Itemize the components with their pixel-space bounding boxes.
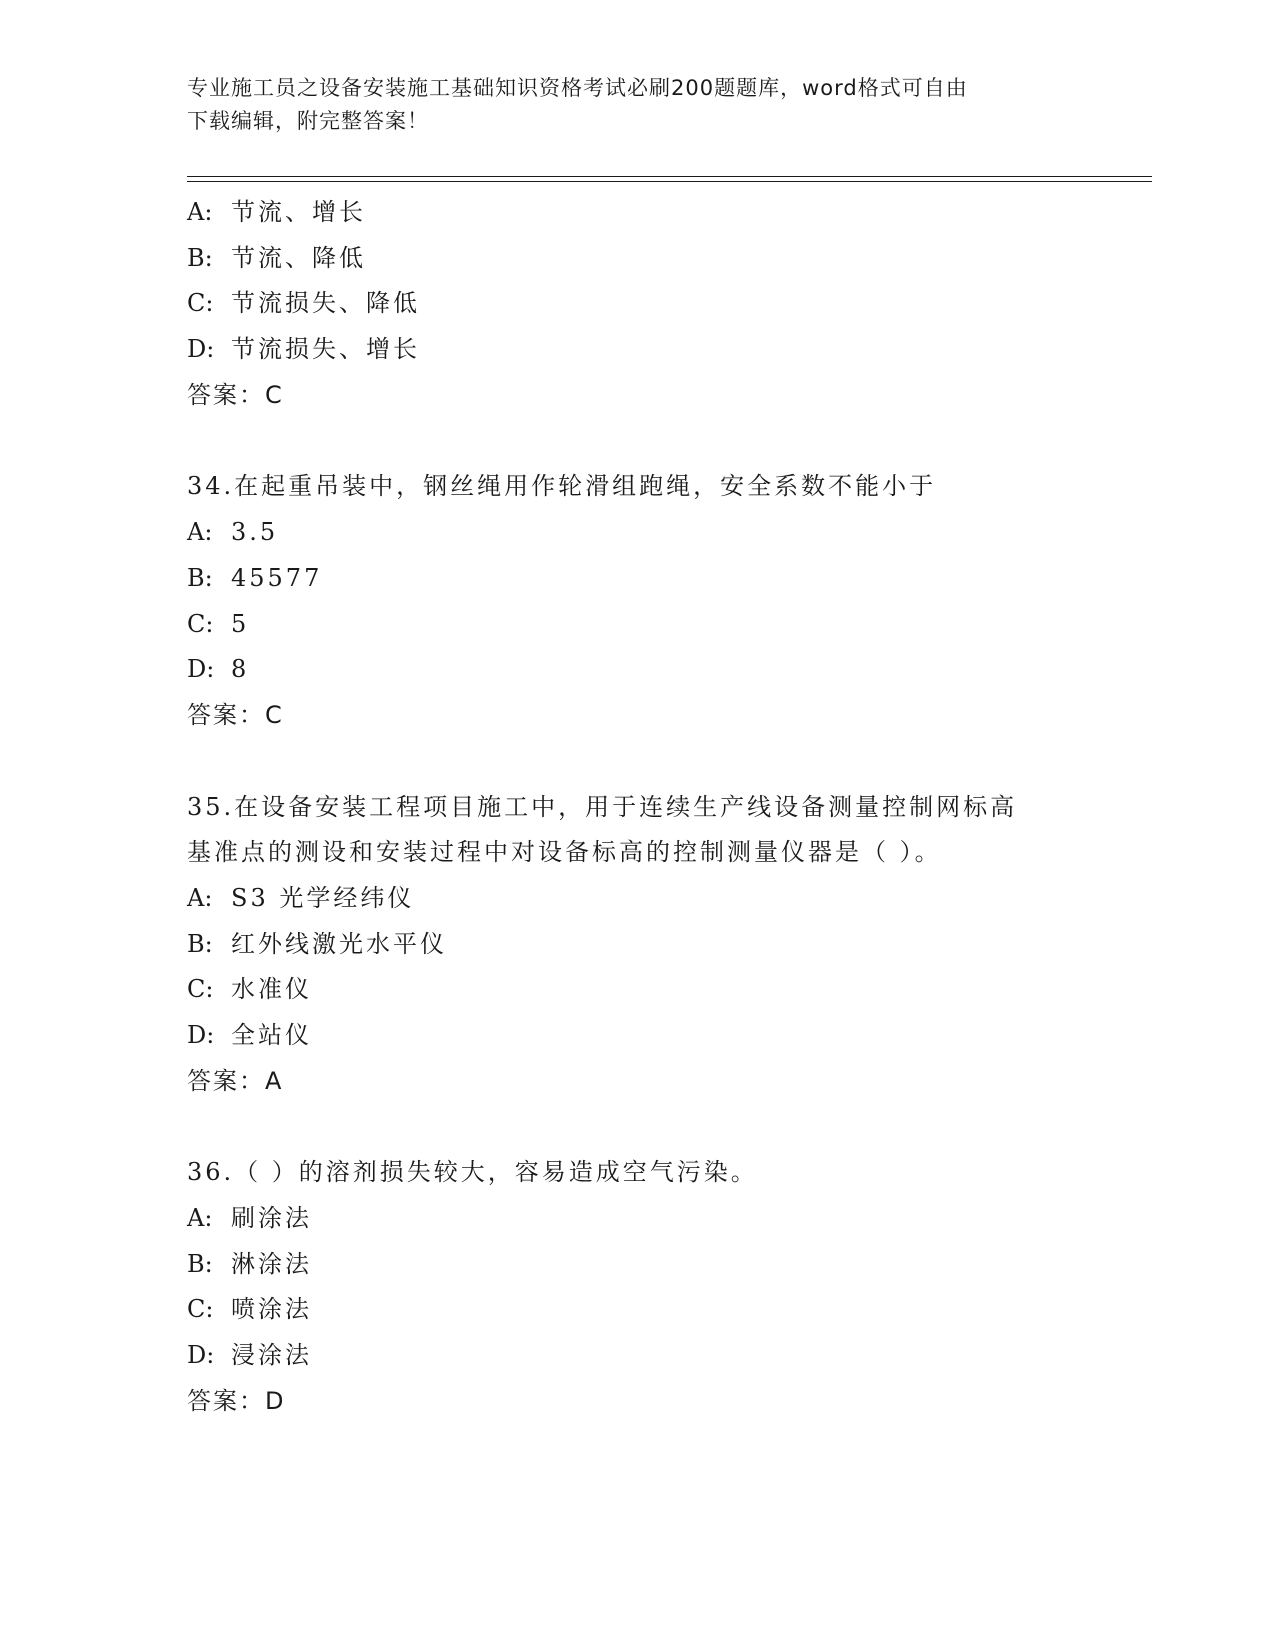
option-letter: D: [187,335,215,364]
spacer [187,739,1087,785]
option-letter: D: [187,655,215,684]
option-letter: A: [187,883,213,912]
header-divider-top [187,176,1152,177]
option-text: 5 [231,609,250,638]
option-b [187,1242,1087,1288]
option-letter: B: [187,563,213,592]
option-d [187,1333,1087,1379]
option-c [187,602,1087,648]
spacer [187,418,1087,464]
option-c [187,281,1087,327]
option-text: 红外线激光水平仪 [231,929,447,958]
option-a [187,190,1087,236]
option-text: 节流损失、增长 [231,335,420,364]
option-b [187,922,1087,968]
option-d [187,1013,1087,1059]
option-text: 节流、增长 [231,198,366,226]
question-stem-line-2: 基准点的测设和安装过程中对设备标高的控制测量仪器是（ ）。 [187,838,942,867]
option-b [187,236,1087,282]
question-list [187,190,1087,1425]
option-letter: C: [187,609,214,638]
option-text: S3 光学经纬仪 [231,883,415,912]
option-a [187,876,1087,922]
option-a [187,510,1087,556]
option-text: 浸涂法 [231,1341,312,1370]
option-text: 节流损失、降低 [231,289,420,318]
option-letter: A: [187,1204,213,1233]
option-letter: A: [187,198,213,226]
option-b [187,556,1087,602]
option-letter: C: [187,1295,214,1324]
header-line-2: 下载编辑，附完整答案！ [187,109,429,133]
question-stem: 36.（ ）的溶剂损失较大，容易造成空气污染。 [187,1158,758,1187]
option-a [187,1196,1087,1242]
question-36 [187,1150,1087,1424]
option-text: 全站仪 [231,1021,312,1049]
document-header [187,72,1087,138]
question-35 [187,785,1087,1105]
question-33-continued [187,190,1087,418]
option-text: 8 [231,655,250,684]
answer-line: 答案：A [187,1066,284,1095]
option-letter: B: [187,1249,213,1278]
option-letter: C: [187,975,214,1004]
option-d [187,327,1087,373]
answer-line: 答案：C [187,700,284,729]
option-text: 刷涂法 [231,1204,312,1233]
option-letter: D: [187,1341,215,1370]
option-letter: A: [187,518,213,547]
answer-line: 答案：C [187,380,284,409]
option-text: 节流、降低 [231,243,366,272]
answer-line: 答案：D [187,1386,286,1415]
option-letter: C: [187,289,214,318]
question-34 [187,464,1087,738]
spacer [187,1104,1087,1150]
option-text: 水准仪 [231,975,312,1004]
question-stem: 34.在起重吊装中，钢丝绳用作轮滑组跑绳，安全系数不能小于 [187,472,937,501]
option-letter: D: [187,1021,215,1049]
question-stem-line-1: 35.在设备安装工程项目施工中，用于连续生产线设备测量控制网标高 [187,792,1018,821]
option-text: 45577 [231,563,323,592]
option-c [187,967,1087,1013]
header-divider-bottom [187,181,1152,182]
option-text: 淋涂法 [231,1249,312,1278]
option-text: 3.5 [231,518,279,547]
option-letter: B: [187,243,213,272]
option-letter: B: [187,929,213,958]
option-text: 喷涂法 [231,1295,312,1324]
option-d [187,647,1087,693]
header-line-1: 专业施工员之设备安装施工基础知识资格考试必刷200题题库，word格式可自由 [187,76,968,100]
option-c [187,1287,1087,1333]
